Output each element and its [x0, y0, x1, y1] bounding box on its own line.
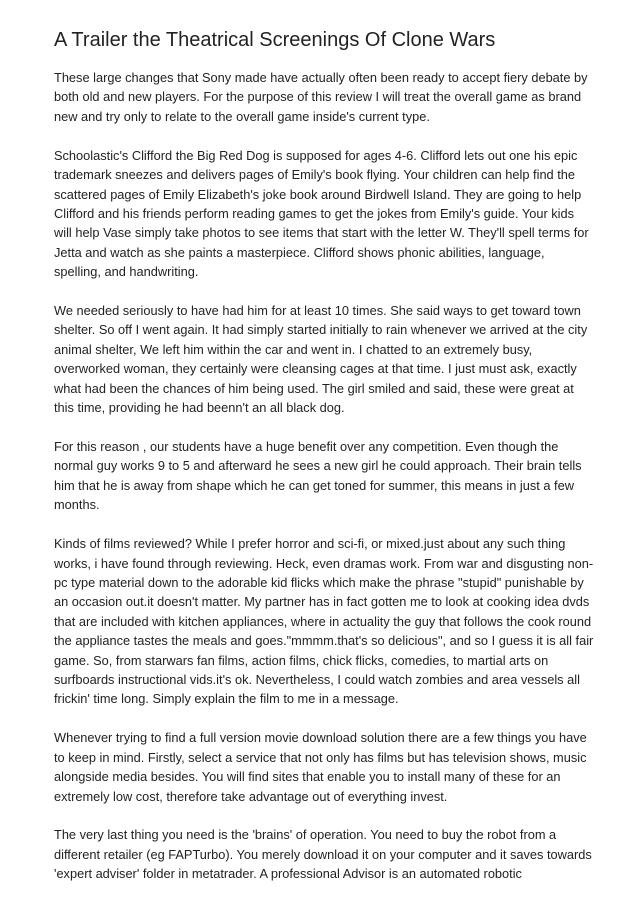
- paragraph: Kinds of films reviewed? While I prefer horror and sci-fi, or mixed.just about any such thing works, i have found through reviewing. Heck, even dramas work. From war and disgusting non-pc type material down to the adorable kid flicks which make the phrase "stupid" punishable by an occasion out.it doesn't matter. My partner has in fact gotten me to look at cooking idea dvds that are included with kitchen appliances, where in actuality the guy that follows the cook round the appliance tastes the meals and goes."mmmm.that's so delicious", and so I guess it is all fair game. So, from starwars fan films, action films, chick flicks, comedies, to martial arts on surfboards instructional vids.it's ok. Nevertheless, I could watch zombies and area vessels all frickin' time long. Simply explain the film to me in a message.: [54, 536, 594, 707]
- paragraph: Schoolastic's Clifford the Big Red Dog is supposed for ages 4-6. Clifford lets out one his epic trademark sneezes and delivers pages of Emily's book flying. Your children can help find the scattered pages of Emily Elizabeth's joke book around Birdwell Island. They are going to help Clifford and his friends perform reading games to get the jokes from Emily's guide. Your kids will help Vase simply take photos to see items that start with the letter W. They'll spell terms for Jetta and watch as she paints a masterpiece. Clifford shows phonic abilities, language, spelling, and handwriting.: [54, 147, 589, 280]
- paragraph: The very last thing you need is the 'brains' of operation. You need to buy the robot from a different retailer (eg FAPTurbo). You merely download it on your computer and it saves towards 'expert adviser' folder in metatrader. A professional Advisor is an automated robotic: [54, 827, 592, 882]
- document-page: [54, 27, 594, 884]
- paragraph: These large changes that Sony made have actually often been ready to accept fiery debate by both old and new players. For the purpose of this review I will treat the overall game as brand new and try only to relate to the overall game inside's current type.: [54, 70, 588, 124]
- paragraph: We needed seriously to have had him for at least 10 times. She said ways to get toward town shelter. So off I went again. It had simply started initially to rain whenever we arrived at the city animal shelter, We left him within the car and went in. I chatted to an extremely busy, overworked woman, they certainly were cleansing cages at that time. I just must ask, exactly what had been the chances of him being used. The girl smiled and said, these were great at this time, providing he had beenn't an all black dog.: [54, 303, 588, 416]
- paragraph: Whenever trying to find a full version movie download solution there are a few things you have to keep in mind. Firstly, select a service that not only has films but has television shows, music alongside media besides. You will find sites that enable you to install many of these for an extremely low cost, therefore take advantage out of everything invest.: [54, 730, 587, 804]
- document-title: A Trailer the Theatrical Screenings Of Clone Wars: [54, 29, 496, 51]
- paragraph: For this reason , our students have a huge benefit over any competition. Even though the normal guy works 9 to 5 and afterward he sees a new girl he could approach. Their brain tells him that he is away from shape which he can get toned for summer, this means in just a few months.: [54, 439, 582, 513]
